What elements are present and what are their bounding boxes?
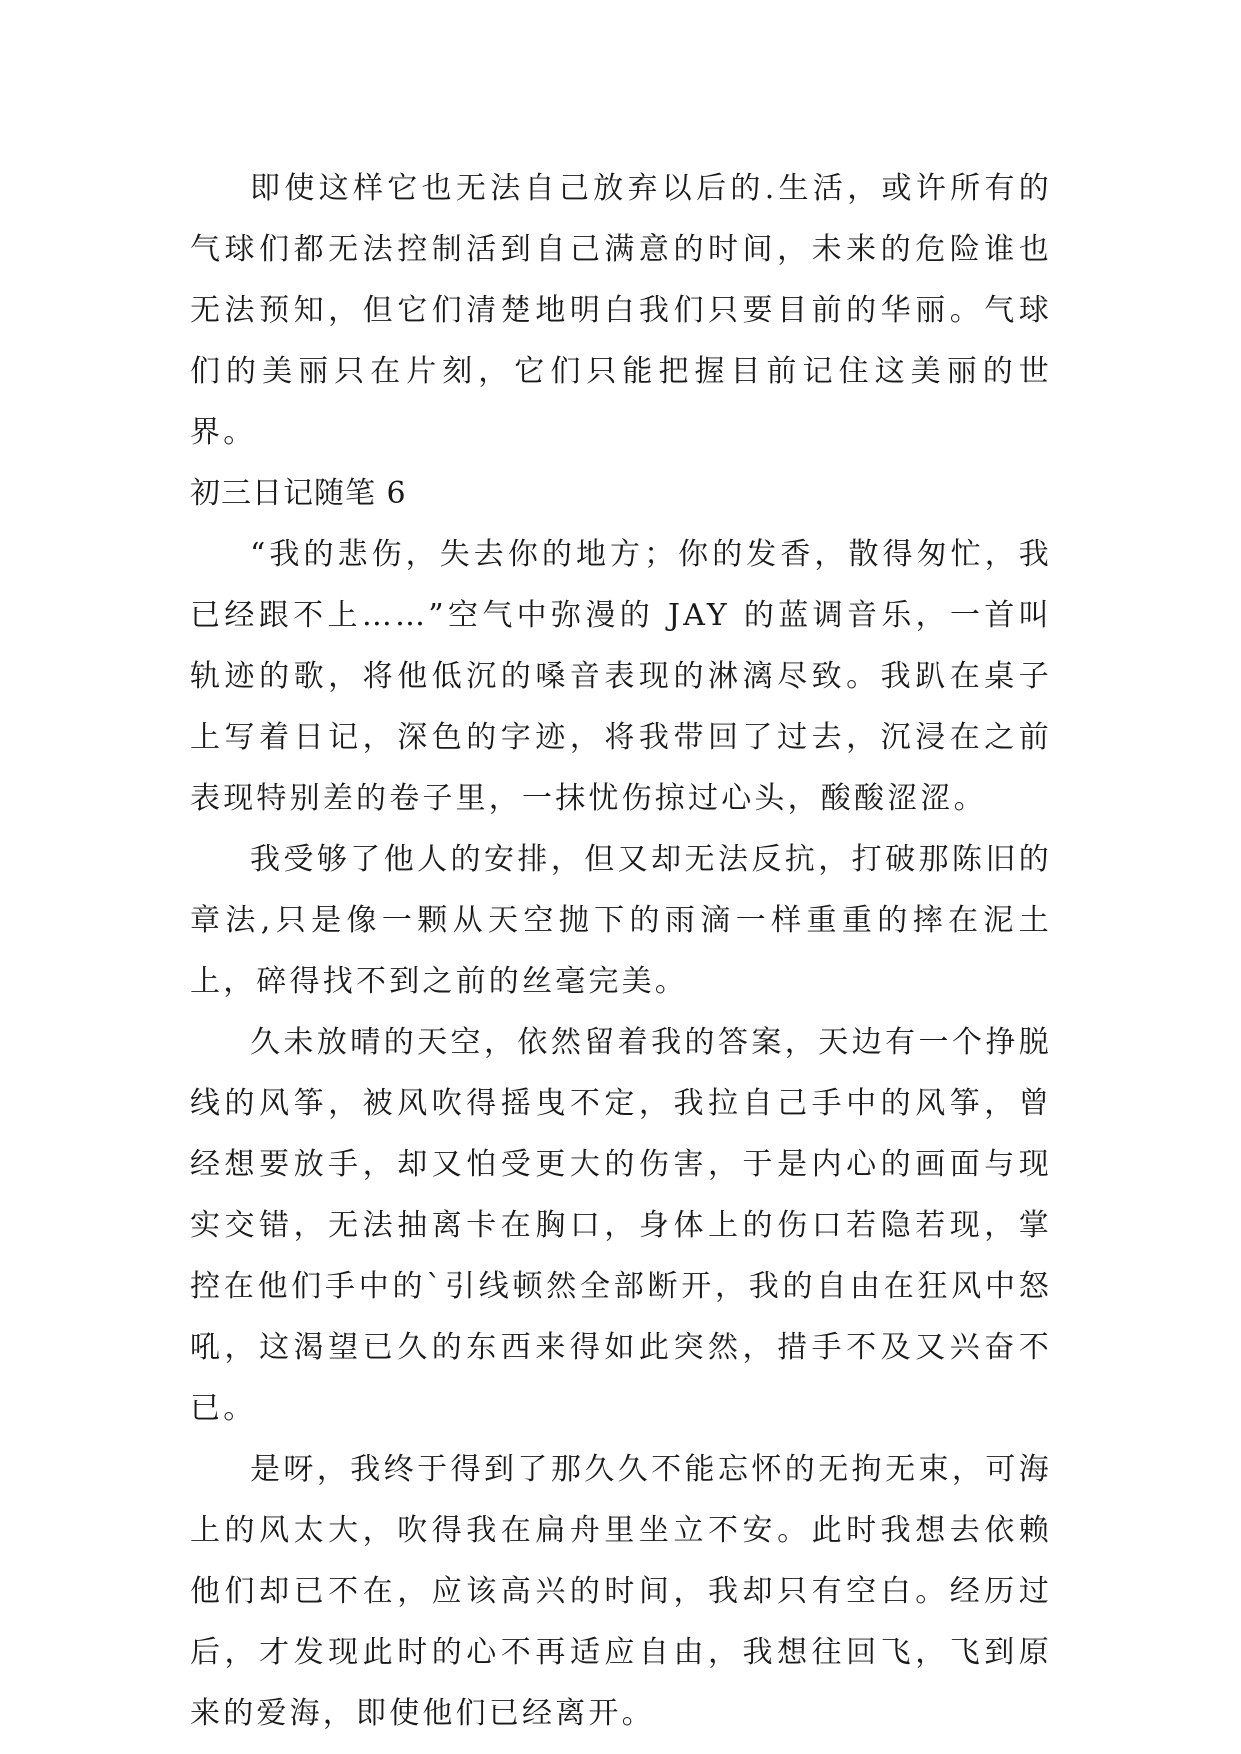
document-body [190,158,1052,1744]
paragraph-4: 久未放晴的天空，依然留着我的答案，天边有一个挣脱线的风筝，被风吹得摇曳不定，我拉自己手中的风筝，曾经想要放手，却又怕受更大的伤害，于是内心的画面与现实交错，无法抽离卡在胸口，身体上的伤口若隐若现，掌控在他们手中的`引线顿然全部断开，我的自由在狂风中怒吼，这渴望已久的东西来得如此突然，措手不及又兴奋不已。 [190,1025,1052,1426]
paragraph-1: 即使这样它也无法自己放弃以后的.生活，或许所有的气球们都无法控制活到自己满意的时间，未来的危险谁也无法预知，但它们清楚地明白我们只要目前的华丽。气球们的美丽只在片刻，它们只能把握目前记住这美丽的世界。 [190,171,1052,450]
paragraph-2: “我的悲伤，失去你的地方；你的发香，散得匆忙，我已经跟不上……”空气中弥漫的 JAY 的蓝调音乐，一首叫轨迹的歌，将他低沉的嗓音表现的淋漓尽致。我趴在桌子上写着日记，深色的字迹，将我带回了过去，沉浸在之前表现特别差的卷子里，一抹忧伤掠过心头，酸酸涩涩。 [190,537,1052,816]
paragraph-3: 我受够了他人的安排，但又却无法反抗，打破那陈旧的章法,只是像一颗从天空抛下的雨滴一样重重的摔在泥土上，碎得找不到之前的丝毫完美。 [190,842,1052,999]
paragraph-5: 是呀，我终于得到了那久久不能忘怀的无拘无束，可海上的风太大，吹得我在扁舟里坐立不安。此时我想去依赖他们却已不在，应该高兴的时间，我却只有空白。经历过后，才发现此时的心不再适应自由，我想往回飞，飞到原来的爱海，即使他们已经离开。 [190,1452,1052,1731]
section-heading: 初三日记随笔 6 [190,476,407,511]
